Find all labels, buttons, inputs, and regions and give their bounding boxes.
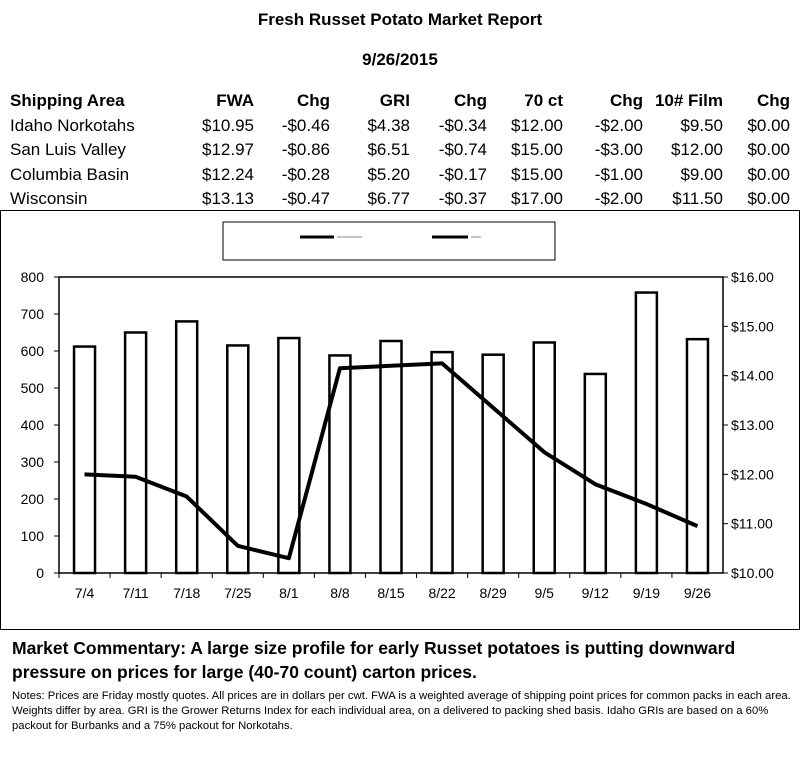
left-tick-label: 500 (20, 380, 44, 396)
table-cell: Wisconsin (10, 189, 88, 209)
x-tick-label: 9/5 (534, 585, 554, 601)
col-header-10lb-film: 10# Film (654, 91, 723, 111)
col-header-shipping-area: Shipping Area (10, 91, 125, 111)
table-cell: San Luis Valley (10, 140, 126, 160)
table-cell: $0.00 (747, 189, 790, 209)
bar (74, 347, 95, 573)
notes-text: Notes: Prices are Friday mostly quotes. All prices are in dollars per cwt. FWA is a weighted average of shipping point prices for common packs in each area. Weights differ by area. GRI is the Grower Returns Index for each individual area, on a delivered to packing shed basis. Idaho GRIs are based on a 60% packout for Burbanks and a 75% packout for Norkotahs. (12, 690, 791, 732)
x-tick-label: 8/29 (479, 585, 507, 601)
col-header-fwa: FWA (216, 91, 254, 111)
left-tick-label: 100 (20, 528, 44, 544)
bar (483, 355, 504, 573)
table-cell: $6.51 (367, 140, 410, 160)
table-header-row (10, 89, 790, 114)
table-cell: -$0.17 (438, 164, 487, 184)
right-tick-label: $14.00 (731, 367, 774, 384)
table-cell: $0.00 (747, 164, 790, 184)
col-header-film-chg: Chg (756, 91, 790, 111)
table-cell: $0.00 (747, 115, 790, 135)
x-tick-label: 7/18 (173, 585, 201, 601)
col-header-gri-chg: Chg (453, 91, 487, 111)
right-tick-label: $10.00 (731, 565, 774, 581)
table-row (10, 187, 790, 212)
price-volume-chart (0, 210, 800, 630)
table-cell: -$2.00 (594, 115, 643, 135)
bar (636, 293, 657, 573)
chart-area (0, 210, 800, 630)
col-header-70ct: 70 ct (524, 91, 563, 111)
left-tick-label: 200 (20, 491, 44, 507)
x-tick-label: 8/8 (330, 585, 350, 601)
x-tick-label: 9/19 (632, 585, 661, 601)
col-header-gri: GRI (379, 91, 410, 111)
table-cell: $9.00 (680, 164, 723, 184)
left-tick-label: 0 (36, 565, 44, 581)
bar (381, 341, 402, 573)
table-cell: $5.20 (367, 164, 410, 184)
table-cell: $12.00 (511, 115, 563, 135)
table-cell: -$0.74 (438, 140, 487, 160)
left-tick-label: 800 (20, 269, 44, 285)
x-tick-label: 7/11 (122, 585, 149, 601)
table-cell: $15.00 (511, 164, 563, 184)
bar (585, 374, 606, 573)
right-tick-label: $12.00 (731, 466, 774, 483)
bar (176, 321, 197, 573)
col-header-70ct-chg: Chg (609, 91, 643, 111)
table-row (10, 114, 790, 139)
left-tick-label: 400 (20, 417, 44, 433)
right-tick-label: $11.00 (731, 515, 773, 532)
col-header-fwa-chg: Chg (296, 91, 330, 111)
table-cell: -$0.86 (281, 140, 330, 160)
x-tick-label: 7/4 (74, 585, 95, 601)
right-tick-label: $13.00 (731, 417, 774, 433)
table-cell: Idaho Norkotahs (10, 115, 135, 135)
table-cell: $0.00 (747, 140, 790, 160)
table-cell: -$0.28 (281, 164, 330, 184)
x-tick-label: 7/25 (224, 585, 252, 601)
table-row (10, 163, 790, 188)
report-date: 9/26/2015 (362, 50, 438, 69)
right-tick-label: $16.00 (731, 269, 774, 285)
table-cell: $12.00 (671, 140, 723, 160)
table-cell: $11.50 (672, 189, 723, 209)
bar (125, 333, 146, 574)
table-cell: $17.00 (511, 189, 563, 209)
table-cell: $13.13 (202, 189, 254, 209)
table-cell: -$0.47 (281, 189, 330, 209)
x-tick-label: 8/1 (279, 585, 299, 601)
table-cell: Columbia Basin (10, 164, 130, 184)
bar (687, 339, 708, 573)
table-cell: $12.97 (202, 140, 254, 160)
market-commentary: Market Commentary: A large size profile for early Russet potatoes is putting downward pressure on prices for large (40-70 count) carton prices. (12, 638, 736, 682)
left-tick-label: 300 (20, 454, 44, 470)
table-cell: $12.24 (202, 164, 254, 184)
legend-box (223, 222, 555, 260)
table-cell: -$2.00 (594, 189, 643, 209)
table-cell: -$0.37 (438, 189, 487, 209)
table-cell: -$1.00 (594, 164, 643, 184)
table-cell: $9.50 (680, 115, 723, 135)
table-cell: $15.00 (511, 140, 563, 160)
x-tick-label: 8/22 (428, 585, 456, 601)
table-cell: $10.95 (202, 115, 254, 135)
table-cell: $6.77 (367, 189, 410, 209)
table-cell: $4.38 (367, 115, 410, 135)
x-tick-label: 9/12 (581, 585, 609, 601)
bar (432, 352, 453, 573)
table-cell: -$0.34 (438, 115, 487, 135)
table-cell: -$0.46 (281, 115, 330, 135)
legend (223, 222, 555, 260)
table-cell: -$3.00 (594, 140, 643, 160)
left-tick-label: 600 (20, 343, 44, 359)
left-tick-label: 700 (20, 306, 44, 322)
x-tick-label: 8/15 (377, 585, 405, 601)
price-table (10, 89, 790, 212)
table-row (10, 138, 790, 163)
report-title: Fresh Russet Potato Market Report (257, 10, 543, 29)
right-tick-label: $15.00 (731, 318, 774, 335)
x-tick-label: 9/26 (683, 585, 712, 601)
